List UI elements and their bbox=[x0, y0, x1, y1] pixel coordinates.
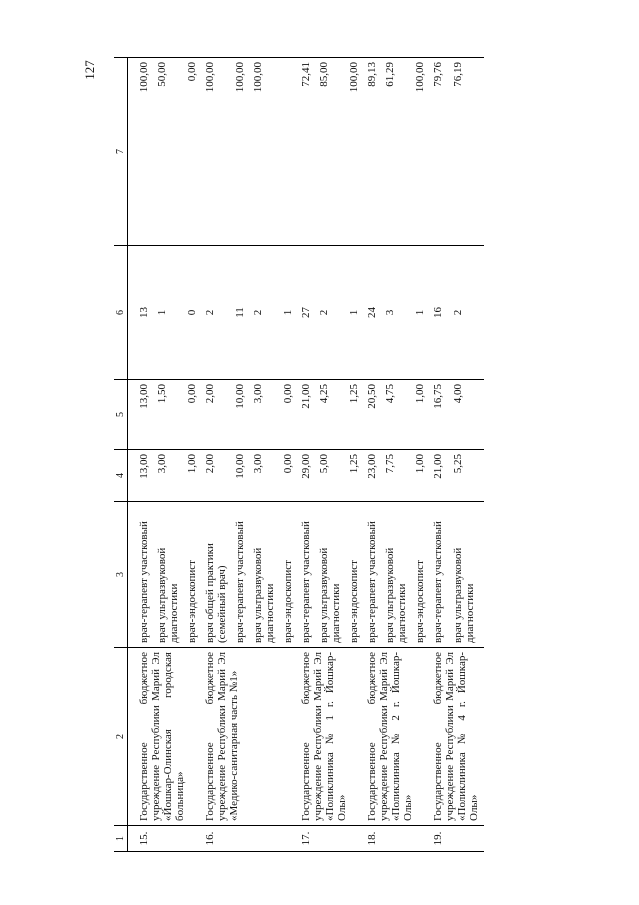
column-header: 4 bbox=[114, 450, 128, 502]
cell-col4: 3,00 bbox=[250, 450, 280, 502]
staffing-table bbox=[114, 57, 484, 852]
cell-col5: 1,25 bbox=[346, 380, 364, 450]
cell-col6: 0 bbox=[184, 246, 202, 380]
cell-col7: 100,00 bbox=[202, 58, 232, 246]
specialty: врач-терапевт участковый bbox=[136, 502, 154, 648]
cell-col7: 100,00 bbox=[346, 58, 364, 246]
specialty: врач-терапевт участковый bbox=[364, 502, 382, 648]
cell-col4: 23,00 bbox=[364, 450, 382, 502]
specialty: врач ультразвуковой диагностики bbox=[250, 502, 280, 648]
institution-name: Государственное бюджетное учреждение Республики Марий Эл «Йошкар-Олинская городская больница» bbox=[136, 648, 202, 826]
institution-number: 18. bbox=[364, 826, 430, 852]
table-row bbox=[430, 58, 450, 852]
cell-col7: 100,00 bbox=[136, 58, 154, 246]
cell-col4: 2,00 bbox=[202, 450, 232, 502]
cell-col4: 21,00 bbox=[430, 450, 450, 502]
cell-col4: 1,00 bbox=[184, 450, 202, 502]
cell-col7: 72,41 bbox=[298, 58, 316, 246]
specialty: врач ультразвуковой диагностики bbox=[316, 502, 346, 648]
cell-col4: 5,00 bbox=[316, 450, 346, 502]
cell-col4: 5,25 bbox=[450, 450, 484, 502]
cell-col6: 2 bbox=[202, 246, 232, 380]
cell-col7: 85,00 bbox=[316, 58, 346, 246]
cell-col4: 29,00 bbox=[298, 450, 316, 502]
column-number-row bbox=[114, 58, 128, 852]
specialty: врач-терапевт участковый bbox=[232, 502, 250, 648]
column-header: 1 bbox=[114, 826, 128, 852]
institution-number: 17. bbox=[298, 826, 364, 852]
cell-col5: 13,00 bbox=[136, 380, 154, 450]
cell-col5: 4,00 bbox=[450, 380, 484, 450]
cell-col6: 1 bbox=[154, 246, 184, 380]
specialty: врач ультразвуковой диагностики bbox=[154, 502, 184, 648]
cell-col6: 2 bbox=[316, 246, 346, 380]
cell-col7: 100,00 bbox=[232, 58, 250, 246]
column-header: 5 bbox=[114, 380, 128, 450]
cell-col6: 2 bbox=[450, 246, 484, 380]
cell-col5: 0,00 bbox=[280, 380, 298, 450]
cell-col5: 4,25 bbox=[316, 380, 346, 450]
column-header: 7 bbox=[114, 58, 128, 246]
cell-col6: 13 bbox=[136, 246, 154, 380]
table-row bbox=[136, 58, 154, 852]
cell-col4: 1,25 bbox=[346, 450, 364, 502]
specialty: врач-эндоскопист bbox=[184, 502, 202, 648]
cell-col4: 13,00 bbox=[136, 450, 154, 502]
table-row bbox=[202, 58, 232, 852]
cell-col5: 16,75 bbox=[430, 380, 450, 450]
specialty: врач ультразвуковой диагностики bbox=[450, 502, 484, 648]
cell-col5: 10,00 bbox=[232, 380, 250, 450]
cell-col6: 24 bbox=[364, 246, 382, 380]
cell-col4: 0,00 bbox=[280, 450, 298, 502]
specialty: врач-терапевт участковый bbox=[298, 502, 316, 648]
cell-col7: 0,00 bbox=[184, 58, 202, 246]
specialty: врач ультразвуковой диагностики bbox=[382, 502, 412, 648]
institution-name: Государственное бюджетное учреждение Республики Марий Эл «Поликлиника № 1 г. Йошкар-Олы» bbox=[298, 648, 364, 826]
cell-col5: 0,00 bbox=[184, 380, 202, 450]
cell-col7: 61,29 bbox=[382, 58, 412, 246]
cell-col5: 21,00 bbox=[298, 380, 316, 450]
cell-col6: 11 bbox=[232, 246, 250, 380]
cell-col6: 2 bbox=[250, 246, 280, 380]
column-header: 6 bbox=[114, 246, 128, 380]
cell-col7: 100,00 bbox=[412, 58, 430, 246]
cell-col7: 50,00 bbox=[154, 58, 184, 246]
cell-col5: 3,00 bbox=[250, 380, 280, 450]
rotated-table-container bbox=[114, 58, 547, 852]
cell-col7: 89,13 bbox=[364, 58, 382, 246]
cell-col6: 1 bbox=[412, 246, 430, 380]
cell-col6: 3 bbox=[382, 246, 412, 380]
specialty: врач-эндоскопист bbox=[280, 502, 298, 648]
institution-number: 16. bbox=[202, 826, 298, 852]
cell-col5: 1,00 bbox=[412, 380, 430, 450]
cell-col6: 27 bbox=[298, 246, 316, 380]
column-header: 2 bbox=[114, 648, 128, 826]
institution-number: 19. bbox=[430, 826, 484, 852]
cell-col7: 100,00 bbox=[250, 58, 280, 246]
specialty: врач-эндоскопист bbox=[346, 502, 364, 648]
table-row bbox=[298, 58, 316, 852]
cell-col7: 79,76 bbox=[430, 58, 450, 246]
institution-name: Государственное бюджетное учреждение Республики Марий Эл «Медико-санитарная часть №1» bbox=[202, 648, 298, 826]
page-number: 127 bbox=[82, 60, 97, 80]
institution-number: 15. bbox=[136, 826, 202, 852]
cell-col4: 3,00 bbox=[154, 450, 184, 502]
cell-col6: 1 bbox=[280, 246, 298, 380]
cell-col5: 20,50 bbox=[364, 380, 382, 450]
cell-col4: 1,00 bbox=[412, 450, 430, 502]
column-header: 3 bbox=[114, 502, 128, 648]
cell-col5: 1,50 bbox=[154, 380, 184, 450]
cell-col7: 76,19 bbox=[450, 58, 484, 246]
cell-col6: 16 bbox=[430, 246, 450, 380]
cell-col7 bbox=[280, 58, 298, 246]
specialty: врач-терапевт участковый bbox=[430, 502, 450, 648]
institution-name: Государственное бюджетное учреждение Республики Марий Эл «Поликлиника № 4 г. Йошкар-Олы» bbox=[430, 648, 484, 826]
cell-col5: 4,75 bbox=[382, 380, 412, 450]
specialty: врач общей практики (семейный врач) bbox=[202, 502, 232, 648]
cell-col5: 2,00 bbox=[202, 380, 232, 450]
institution-name: Государственное бюджетное учреждение Республики Марий Эл «Поликлиника № 2 г. Йошкар-Олы» bbox=[364, 648, 430, 826]
specialty: врач-эндоскопист bbox=[412, 502, 430, 648]
cell-col4: 10,00 bbox=[232, 450, 250, 502]
cell-col6: 1 bbox=[346, 246, 364, 380]
cell-col4: 7,75 bbox=[382, 450, 412, 502]
table-row bbox=[364, 58, 382, 852]
